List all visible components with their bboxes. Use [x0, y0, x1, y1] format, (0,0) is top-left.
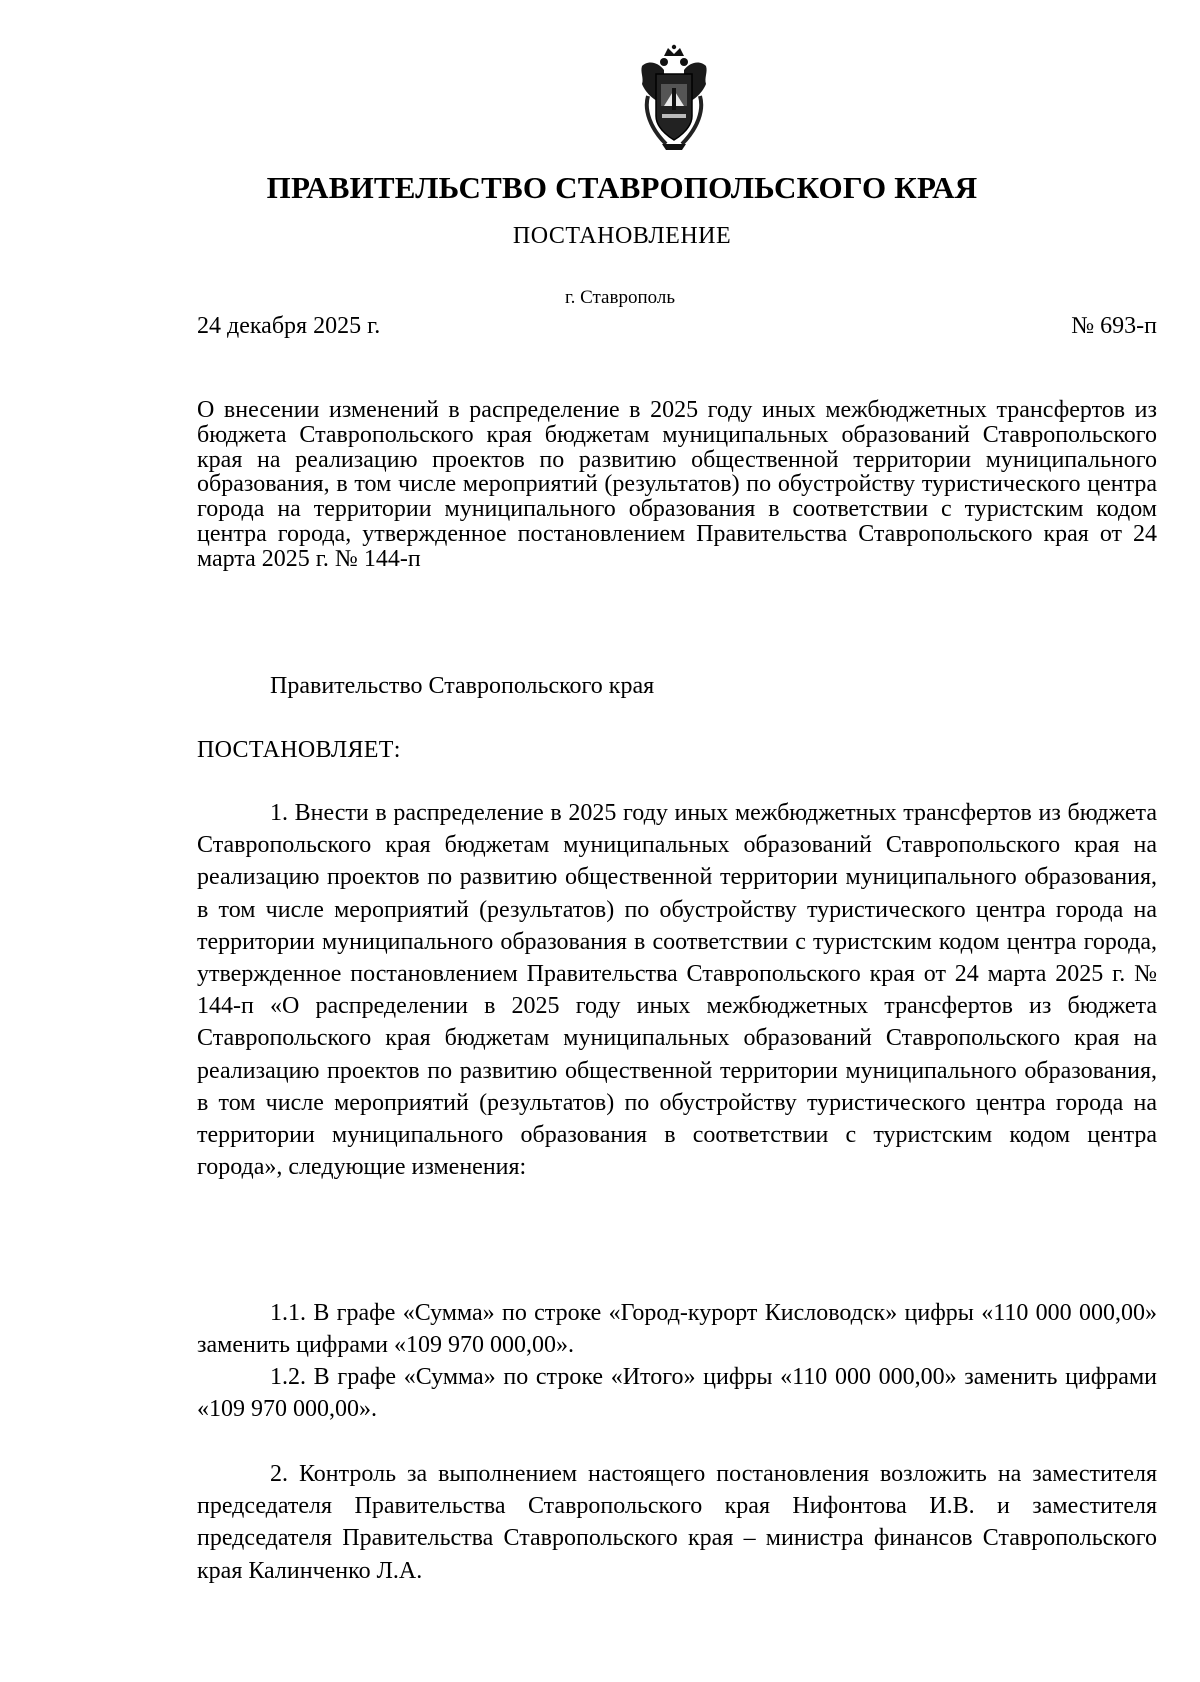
paragraph-1-2-text: 1.2. В графе «Сумма» по строке «Итого» цифры «110 000 000,00» заменить цифрами «109 970 000,00». — [197, 1364, 1157, 1423]
paragraph-1-text: 1. Внести в распределение в 2025 году иных межбюджетных трансфертов из бюджета Ставропольского края бюджетам муниципальных образований Ставропольского края на реализацию проектов по развитию общественной территории муниципального образования, в том числе мероприятий (результатов) по обустройству туристического центра города на территории муниципального образования в соответствии с туристским кодом центра города, утвержденное постановлением Правительства Ставропольского края от 24 марта 2025 г. № 144-п «О распределении в 2025 году иных межбюджетных трансфертов из бюджета Ставропольского края бюджетам муниципальных образований Ставропольского края на реализацию проектов по развитию общественной территории муниципального образования, в том числе мероприятий (результатов) по обустройству туристического центра города на территории муниципального образования в соответствии с туристским кодом центра города», следующие изменения: — [197, 800, 1157, 1181]
paragraph-1-2 — [197, 1361, 1157, 1425]
resolves-heading: ПОСТАНОВЛЯЕТ: — [197, 737, 401, 763]
government-title: ПРАВИТЕЛЬСТВО СТАВРОПОЛЬСКОГО КРАЯ — [266, 170, 978, 205]
government-line: Правительство Ставропольского края — [270, 673, 655, 699]
paragraph-2-text: 2. Контроль за выполнением настоящего постановления возложить на заместителя председателя Правительства Ставропольского края Нифонтова И.В. и заместителя председателя Правительства Ставропольского края – министра финансов Ставропольского края Калинченко Л.А. — [197, 1461, 1157, 1584]
paragraph-1-1-text: 1.1. В графе «Сумма» по строке «Город-курорт Кисловодск» цифры «110 000 000,00» заменить цифрами «109 970 000,00». — [197, 1300, 1157, 1359]
document-date: 24 декабря 2025 г. — [197, 313, 381, 339]
paragraph-1 — [197, 797, 1157, 1183]
city-label: г. Ставрополь — [564, 287, 676, 308]
coat-of-arms-icon — [634, 44, 714, 154]
paragraph-2 — [197, 1458, 1157, 1587]
document-subject: О внесении изменений в распределение в 2025 году иных межбюджетных трансфертов из бюджета Ставропольского края бюджетам муниципальных образований Ставропольского края на реализацию проектов по развитию общественной территории муниципального образования, в том числе мероприятий (результатов) по обустройству туристического центра города на территории муниципального образования в соответствии с туристским кодом центра города, утвержденное постановлением Правительства Ставропольского края от 24 марта 2025 г. № 144-п — [197, 397, 1157, 572]
document-type: ПОСТАНОВЛЕНИЕ — [512, 223, 732, 249]
document-number: № 693-п — [1071, 313, 1157, 339]
paragraph-1-1 — [197, 1297, 1157, 1361]
